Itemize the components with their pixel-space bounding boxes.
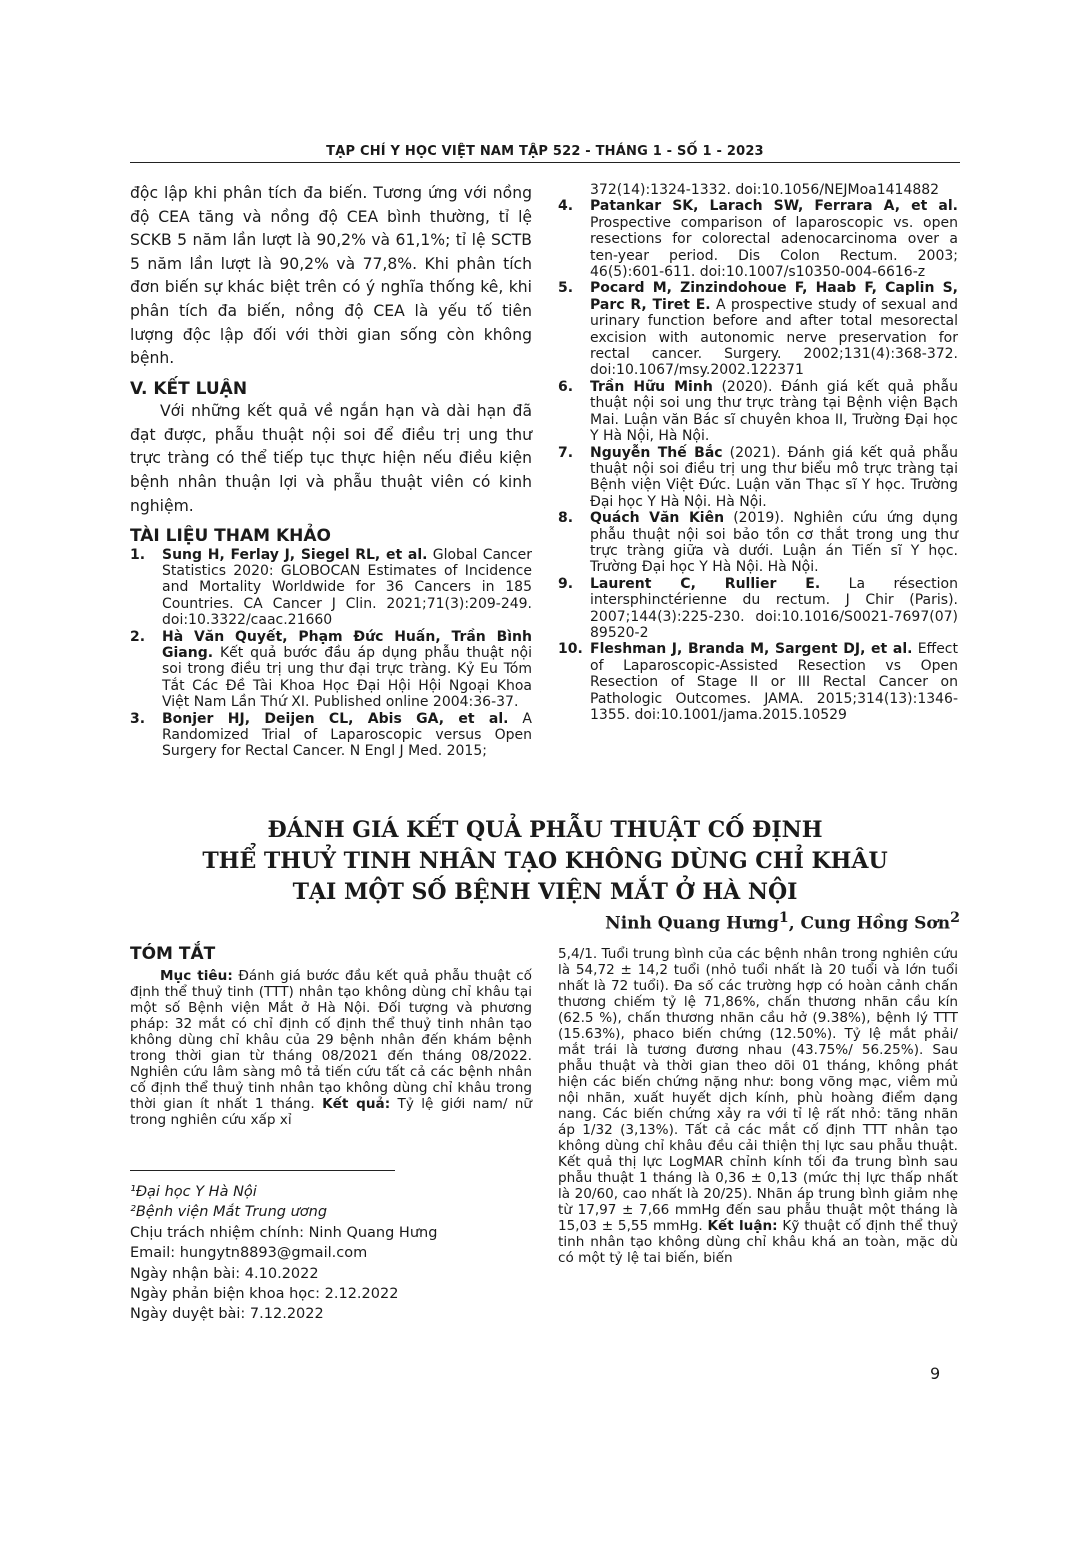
reference-text: Kết quả bước đầu áp dụng phẫu thuật nội soi trong điều trị ung thư đại trực tràng. Kỷ Eu Tóm Tắt Các Đề Tài Khoa Học Đại Hội Hội Ngoại Khoa Việt Nam Lần Thứ XI. Published online 2004:36-37. bbox=[162, 644, 532, 711]
title-line: ĐÁNH GIÁ KẾT QUẢ PHẪU THUẬT CỐ ĐỊNH bbox=[267, 817, 823, 843]
conclusion-text: Kỹ thuật cố định thể thuỷ tinh nhân tạo không dùng chỉ khâu khá an toàn, mặc dù có một tỷ lệ tai biến, biến bbox=[558, 1218, 959, 1266]
reference-text: (2021). Đánh giá kết quả phẫu thuật nội soi điều trị ung thư biểu mô trực tràng tại Bệnh viện Việt Đức. Luận văn Thạc sĩ Y học. Trường Đại học Y Hà Nội. Hà Nội. bbox=[590, 444, 958, 510]
reference-item bbox=[558, 445, 958, 511]
received-date: Ngày nhận bài: 4.10.2022 bbox=[130, 1265, 319, 1282]
reference-authors: Fleshman J, Branda M, Sargent DJ, et al. bbox=[590, 641, 913, 658]
reference-authors: Bonjer HJ, Deijen CL, Abis GA, et al. bbox=[162, 710, 509, 727]
reference-list-left bbox=[130, 547, 532, 760]
reference-number: 3. bbox=[130, 710, 146, 727]
objective-text: Đánh giá bước đầu kết quả phẫu thuật cố định thể thuỷ tinh (TTT) nhân tạo không dùng chỉ khâu tại một số Bệnh viện Mắt ở Hà Nội. Đối tượng và phương pháp: 32 mắt có chỉ định cố định thể thuỷ tinh nhân tạo không dùng chỉ khâu của 29 bệnh nhân đến khám bệnh trong thời gian từ tháng 08/2021 đến tháng 08/2022. Nghiên cứu lâm sàng mô tả tiến cứu tất cả các bệnh nhân cố định thể thuỷ tinh nhân tạo không dùng chỉ khâu trong thời gian ít nhất 1 tháng. bbox=[130, 968, 532, 1112]
reference-number: 7. bbox=[558, 444, 574, 461]
reference-authors: Quách Văn Kiên bbox=[590, 510, 725, 527]
reference-authors: Nguyễn Thế Bắc bbox=[590, 444, 723, 461]
abstract-heading: TÓM TẮT bbox=[130, 944, 216, 964]
reference-text: Effect of Laparoscopic-Assisted Resection vs Open Resection of Stage II or III Rectal Cancer on Pathologic Outcomes. JAMA. 2015;314(13):1346-1355. doi:10.1001/jama.2015.10529 bbox=[590, 641, 958, 723]
reference-item bbox=[130, 711, 532, 760]
author-separator: , bbox=[788, 913, 801, 934]
reference-text: (2019). Nghiên cứu ứng dụng phẫu thuật nội soi bảo tồn cơ thắt trong ung thư trực tràng giữa và dưới. Luận án Tiến sĩ Y học. Trường Đại học Y Hà Nội. Hà Nội. bbox=[590, 510, 958, 576]
reference-item bbox=[130, 547, 532, 629]
objective-label: Mục tiêu: bbox=[160, 968, 233, 984]
affiliation-1: ¹Đại học Y Hà Nội bbox=[130, 1184, 257, 1200]
reviewed-date: Ngày phản biện khoa học: 2.12.2022 bbox=[130, 1286, 399, 1303]
reference-text: A Randomized Trial of Laparoscopic versus Open Surgery for Rectal Cancer. N Engl J Med. 2015; bbox=[162, 710, 533, 760]
reference-item bbox=[558, 576, 958, 642]
reference-number: 4. bbox=[558, 198, 574, 215]
author-affiliation-mark: 1 bbox=[778, 910, 789, 926]
abstract-paragraph bbox=[130, 968, 532, 1128]
reference-number: 8. bbox=[558, 510, 574, 527]
author-name: Cung Hồng Sơn bbox=[800, 913, 951, 934]
abstract-left-column bbox=[130, 946, 532, 1128]
header-divider bbox=[130, 162, 960, 163]
abstract-paragraph-continued bbox=[558, 946, 958, 1266]
reference-item bbox=[558, 641, 958, 723]
reference-number: 5. bbox=[558, 280, 574, 297]
conclusion-heading: V. KẾT LUẬN bbox=[130, 378, 248, 399]
email: Email: hungytn8893@gmail.com bbox=[130, 1245, 368, 1262]
reference-authors: Sung H, Ferlay J, Siegel RL, et al. bbox=[162, 546, 428, 563]
reference-item bbox=[558, 379, 958, 445]
reference-item bbox=[130, 629, 532, 711]
title-line: THỂ THUỶ TINH NHÂN TẠO KHÔNG DÙNG CHỈ KHÂU bbox=[202, 848, 888, 874]
reference-authors: Patankar SK, Larach SW, Ferrara A, et al. bbox=[590, 198, 958, 215]
reference-item bbox=[558, 198, 958, 280]
reference-authors: Trần Hữu Minh bbox=[590, 378, 713, 395]
reference-item bbox=[558, 510, 958, 576]
affiliation-2: ²Bệnh viện Mắt Trung ương bbox=[130, 1204, 328, 1221]
footnotes bbox=[130, 1182, 550, 1325]
reference-authors: Pocard M, Zinzindohoue F, Haab F, Caplin S, Parc R, Tiret E. bbox=[590, 280, 958, 313]
left-column-top bbox=[130, 182, 532, 760]
references-heading: TÀI LIỆU THAM KHẢO bbox=[130, 526, 331, 547]
reference-text: (2020). Đánh giá kết quả phẫu thuật nội soi ung thư trực tràng tại Bệnh viện Bạch Mai. Luận văn Bác sĩ chuyên khoa II, Trường Đại học Y Hà Nội, Hà Nội. bbox=[590, 378, 958, 445]
reference-text: Global Cancer Statistics 2020: GLOBOCAN Estimates of Incidence and Mortality Worldwide for 36 Cancers in 185 Countries. CA Cancer J Clin. 2021;71(3):209-249. doi:10.3322/caac.21660 bbox=[162, 546, 532, 629]
reference-authors: Laurent C, Rullier E. bbox=[590, 575, 821, 592]
reference-text: La résection intersphinctérienne du rectum. J Chir (Paris). 2007;144(3):225-230. doi:10.1016/S0021-7697(07) 89520-2 bbox=[590, 575, 958, 641]
conclusion-paragraph: Với những kết quả về ngắn hạn và dài hạn đã đạt được, phẫu thuật nội soi để điều trị ung thư trực tràng có thể tiếp tục thực hiện nếu điều kiện bệnh nhân thuận lợi và phẫu thuật viên có kinh nghiệm. bbox=[130, 402, 532, 515]
footnote-divider bbox=[130, 1170, 395, 1171]
journal-header: TẠP CHÍ Y HỌC VIỆT NAM TẬP 522 - THÁNG 1 - SỐ 1 - 2023 bbox=[326, 144, 764, 159]
abstract-right-column bbox=[558, 946, 958, 1266]
article-title bbox=[130, 815, 960, 908]
reference-number: 10. bbox=[558, 641, 583, 658]
reference-number: 6. bbox=[558, 378, 574, 395]
intro-paragraph: độc lập khi phân tích đa biến. Tương ứng với nồng độ CEA tăng và nồng độ CEA bình thường, tỉ lệ SCKB 5 năm lần lượt là 90,2% và 61,1%; tỉ lệ SCTB 5 năm lần lượt là 90,2% và 77,8%. Khi phân tích đơn biến sự khác biệt trên có ý nghĩa thống kê, khi phân tích đa biến, nồng độ CEA là yếu tố tiên lượng độc lập đối với thời gian sống còn không bệnh. bbox=[130, 184, 532, 368]
reference-number: 9. bbox=[558, 575, 574, 592]
reference-number: 2. bbox=[130, 628, 146, 645]
approved-date: Ngày duyệt bài: 7.12.2022 bbox=[130, 1306, 324, 1323]
reference-authors: Hà Văn Quyết, Phạm Đức Huấn, Trần Bình Giang. bbox=[162, 628, 532, 661]
reference-text: Prospective comparison of laparoscopic vs. open resections for colorectal adenocarcinoma over a ten-year period. Dis Colon Rectum. 2003; 46(5):601-611. doi:10.1007/s10350-004-6616-z bbox=[590, 214, 958, 281]
results-text-continued: 5,4/1. Tuổi trung bình của các bệnh nhân trong nghiên cứu là 54,72 ± 14,2 tuổi (nhỏ tuổi nhất là 20 tuổi và lớn tuổi nhất là 72 tuổi). Đa số các trường hợp có hoàn cảnh chấn thương chiếm tỷ lệ 71,86%, chấn thương nhãn cầu kín (62.5 %), chấn thương nhãn cầu hở (9.38%), bệnh lý TTT (15.63%), phaco biến chứng (12.50%). Tỷ lệ mắt phải/ mắt trái là tương đương nhau (43.75%/ 56.25%). Sau phẫu thuật và thời gian theo dõi 01 tháng, không phát hiện các biến chứng nặng như: bong võng mạc, viêm mủ nội nhãn, xuất huyết dịch kính, phù hoàng điểm dạng nang. Các biến chứng xảy ra với tỉ lệ rất nhỏ: tăng nhãn áp 1/32 (3,13%). Tất cả các mắt cố định TTT nhân tạo không dùng chỉ khâu đều cải thiện thị lực sau phẫu thuật. Kết quả thị lực LogMAR chỉnh kính tối đa trung bình sau phẫu thuật 1 tháng là 0,36 ± 0,13 (mức thị lực thấp nhất là 20/60, cao nhất là 20/25). Nhãn áp trung bình giảm nhẹ từ 17,97 ± 7,66 mmHg đến sau phẫu thuật một tháng là 15,03 ± 5,55 mmHg. bbox=[558, 946, 958, 1234]
conclusion-label: Kết luận: bbox=[707, 1218, 778, 1234]
article-authors bbox=[605, 910, 960, 934]
reference-text: A prospective study of sexual and urinary function before and after total mesorectal excision with autonomic nerve preservation for rectal cancer. Surgery. 2002;131(4):368-372. doi:10.1067/msy.2002.122371 bbox=[590, 296, 958, 379]
author-affiliation-mark: 2 bbox=[950, 910, 960, 926]
page-number: 9 bbox=[930, 1364, 941, 1383]
reference-number: 1. bbox=[130, 546, 146, 563]
right-column-top bbox=[558, 182, 958, 723]
title-line: TẠI MỘT SỐ BỆNH VIỆN MẮT Ở HÀ NỘI bbox=[292, 879, 798, 905]
reference-item bbox=[558, 280, 958, 378]
reference-continuation: 372(14):1324-1332. doi:10.1056/NEJMoa1414882 bbox=[590, 182, 940, 198]
results-text: Tỷ lệ giới nam/ nữ trong nghiên cứu xấp xỉ bbox=[130, 1096, 533, 1128]
author-name: Ninh Quang Hưng bbox=[605, 913, 779, 934]
results-label: Kết quả: bbox=[322, 1096, 391, 1112]
responsible-author: Chịu trách nhiệm chính: Ninh Quang Hưng bbox=[130, 1224, 438, 1241]
